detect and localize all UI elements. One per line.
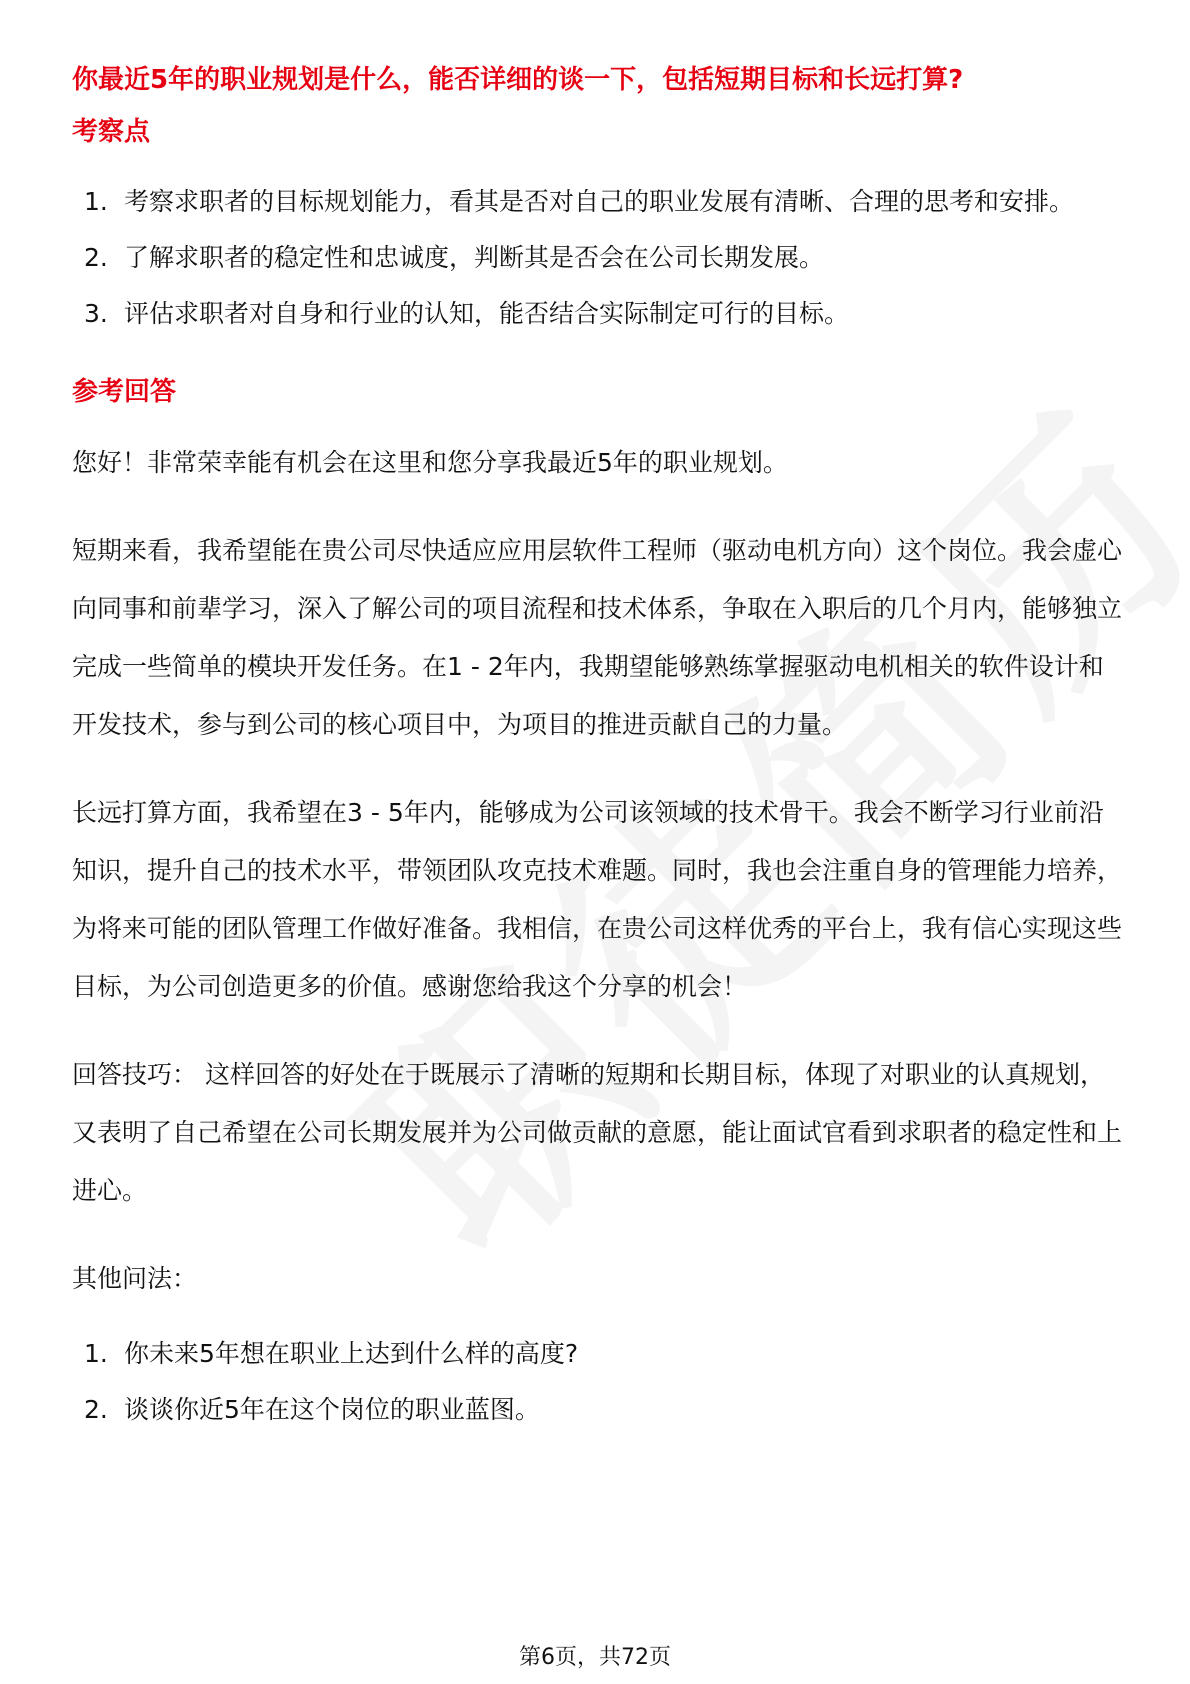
assessment-title: 考察点 — [72, 117, 151, 147]
answer-greeting: 您好！非常荣幸能有机会在这里和您分享我最近5年的职业规划。 — [72, 448, 788, 477]
list-item — [72, 1326, 1122, 1382]
list-item — [72, 1382, 1122, 1438]
list-text: 你未来5年想在职业上达到什么样的高度? — [124, 1339, 579, 1368]
answer-long-term: 长远打算方面，我希望在3 - 5年内，能够成为公司该领域的技术骨干。我会不断学习行业前沿知识，提升自己的技术水平，带领团队攻克技术难题。同时，我也会注重自身的管理能力培养，为将来可能的团队管理工作做好准备。我相信，在贵公司这样优秀的平台上，我有信心实现这些目标，为公司创造更多的价值。感谢您给我这个分享的机会！ — [72, 798, 1123, 1001]
list-number: 1. — [84, 187, 108, 216]
list-item — [72, 174, 1122, 230]
other-questions-list — [72, 1326, 1122, 1438]
list-item — [72, 230, 1122, 286]
list-text: 谈谈你近5年在这个岗位的职业蓝图。 — [124, 1395, 540, 1424]
list-item — [72, 286, 1122, 342]
question-heading: 你最近5年的职业规划是什么，能否详细的谈一下，包括短期目标和长远打算? — [72, 65, 964, 95]
list-number: 3. — [84, 299, 108, 328]
list-number: 1. — [84, 1339, 108, 1368]
list-number: 2. — [84, 243, 108, 272]
answer-tips: 回答技巧： 这样回答的好处在于既展示了清晰的短期和长期目标，体现了对职业的认真规划，又表明了自己希望在公司长期发展并为公司做贡献的意愿，能让面试官看到求职者的稳定性和上进心。 — [72, 1060, 1123, 1205]
list-text: 了解求职者的稳定性和忠诚度，判断其是否会在公司长期发展。 — [124, 243, 825, 272]
page-footer: 第6页，共72页 — [519, 1645, 671, 1670]
answer-title: 参考回答 — [72, 377, 177, 407]
answer-short-term: 短期来看，我希望能在贵公司尽快适应应用层软件工程师（驱动电机方向）这个岗位。我会虚心向同事和前辈学习，深入了解公司的项目流程和技术体系，争取在入职后的几个月内，能够独立完成一些简单的模块开发任务。在1 - 2年内，我期望能够熟练掌握驱动电机相关的软件设计和开发技术，参与到公司的核心项目中，为项目的推进贡献自己的力量。 — [72, 536, 1123, 739]
list-text: 考察求职者的目标规划能力，看其是否对自己的职业发展有清晰、合理的思考和安排。 — [124, 187, 1075, 216]
document-page — [72, 60, 1122, 1438]
list-text: 评估求职者对自身和行业的认知，能否结合实际制定可行的目标。 — [124, 299, 850, 328]
list-number: 2. — [84, 1395, 108, 1424]
other-questions-label: 其他问法： — [72, 1264, 198, 1293]
assessment-list — [72, 174, 1122, 342]
